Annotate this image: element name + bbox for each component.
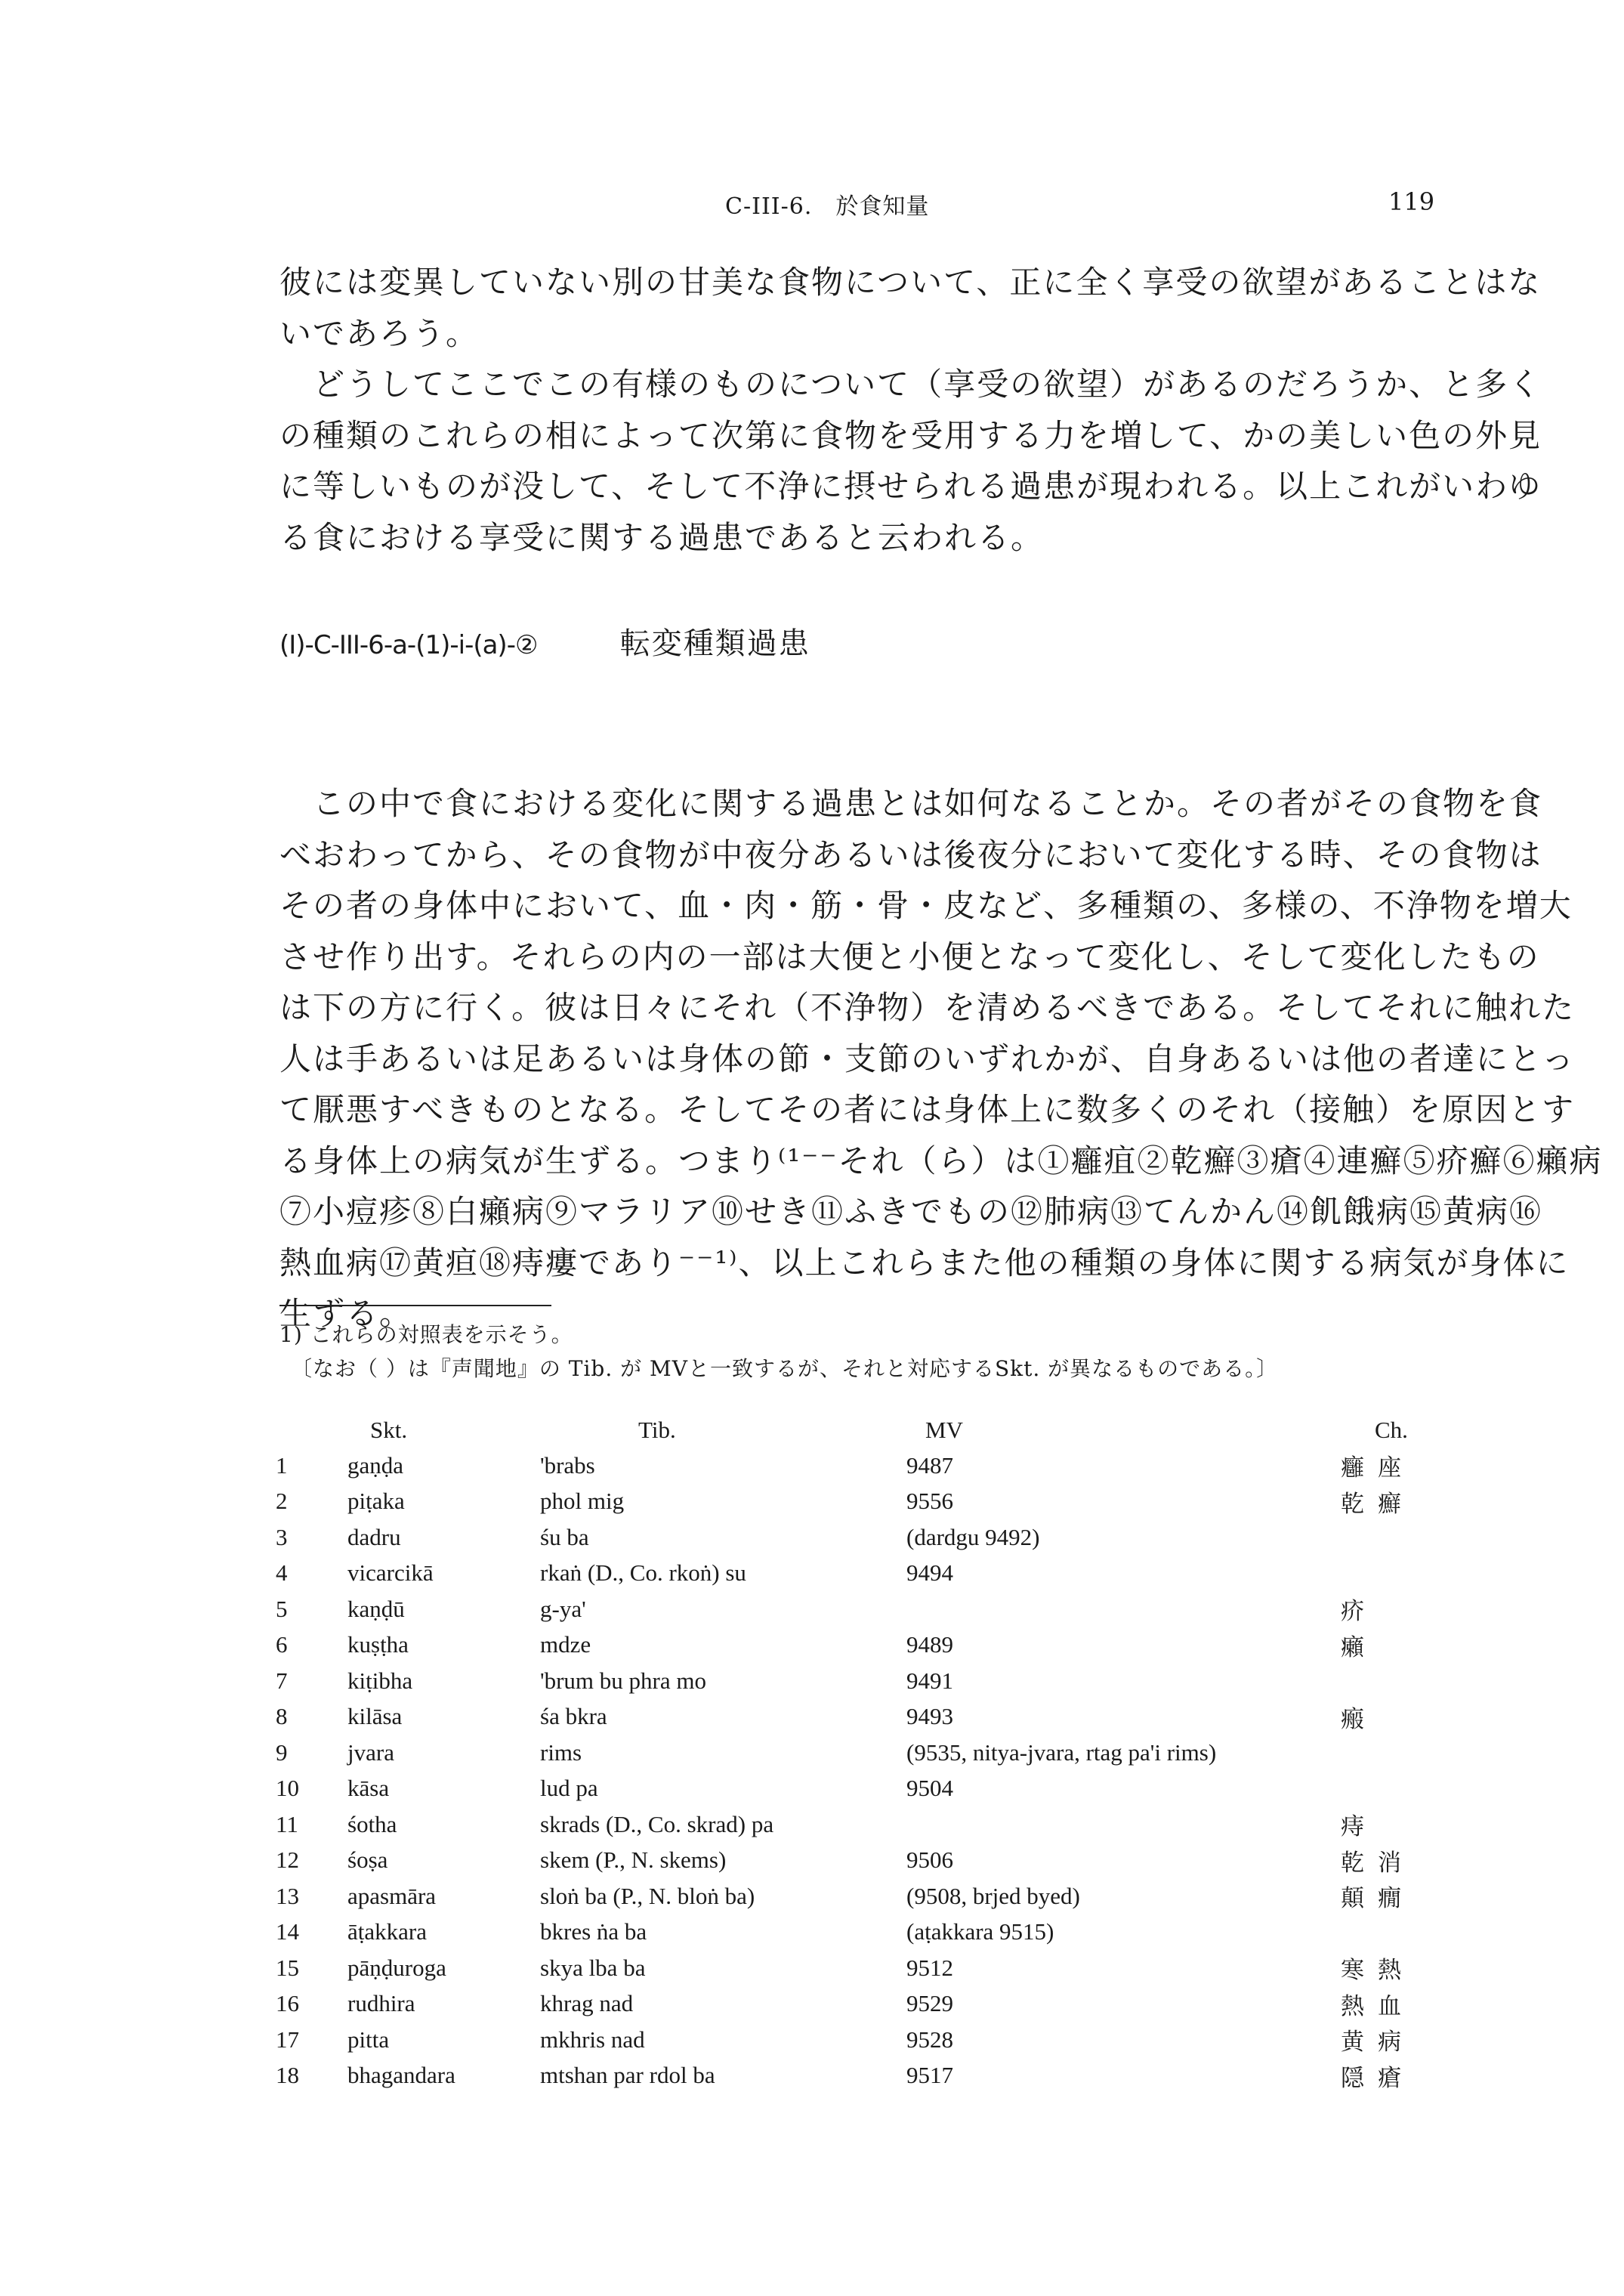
- comparison-table: [268, 1413, 1446, 2094]
- cell-tib: khrag nad: [540, 1990, 634, 2017]
- cell-number: 17: [276, 2026, 299, 2053]
- cell-ch: 乾消: [1341, 1849, 1415, 1876]
- table-row: [268, 1627, 1446, 1664]
- running-head: C-III-6. 於食知量: [725, 193, 930, 220]
- cell-ch: 乾癬: [1341, 1490, 1415, 1517]
- footnote-text: 1) これらの対照表を示そう。: [279, 1322, 573, 1347]
- cell-skt: jvara: [347, 1738, 394, 1766]
- cell-number: 11: [276, 1810, 298, 1837]
- cell-number: 12: [276, 1846, 299, 1874]
- cell-tib: skem (P., N. skems): [540, 1846, 727, 1874]
- cell-skt: pāṇḍuroga: [347, 1954, 446, 1981]
- section-title: 転変種類過患: [619, 626, 810, 661]
- text-line: べおわってから、その食物が中夜分あるいは後夜分において変化する時、その食物は: [279, 836, 1542, 873]
- header-mv: MV: [925, 1417, 963, 1443]
- cell-mv: 9529: [906, 1990, 953, 2017]
- cell-skt: vicarcikā: [347, 1559, 434, 1587]
- cell-tib: śa bkra: [540, 1703, 607, 1730]
- cell-number: 16: [276, 1990, 299, 2017]
- cell-number: 2: [276, 1488, 288, 1515]
- page-number: 119: [1388, 187, 1435, 216]
- text-line: る食における享受に関する過患であると云われる。: [279, 518, 1045, 556]
- table-row: [268, 1699, 1446, 1735]
- cell-mv: 9506: [906, 1846, 953, 1874]
- cell-number: 15: [276, 1954, 299, 1981]
- text-line: る身体上の病気が生ずる。つまり⁽¹⁻⁻それ（ら）は①癰疽②乾癬③瘡④連癬⑤疥癬⑥癩病: [279, 1142, 1603, 1179]
- cell-tib: śu ba: [540, 1523, 589, 1550]
- cell-mv: 9489: [906, 1631, 953, 1658]
- footnote-note: 〔なお（ ）は『声聞地』の Tib. が MVと一致するが、それと対応するSkt. が異なるものである。〕: [291, 1356, 1279, 1381]
- cell-ch: 疥: [1341, 1598, 1378, 1625]
- cell-mv: (dardgu 9492): [906, 1523, 1040, 1550]
- header-skt: Skt.: [370, 1417, 408, 1443]
- table-row: [268, 1448, 1446, 1484]
- cell-tib: skya lba ba: [540, 1954, 646, 1981]
- table-row: [268, 1484, 1446, 1520]
- cell-ch: 癩: [1341, 1633, 1378, 1661]
- cell-number: 10: [276, 1775, 299, 1802]
- header-tib: Tib.: [638, 1417, 676, 1443]
- cell-skt: rudhira: [347, 1990, 415, 2017]
- cell-tib: mdze: [540, 1631, 591, 1658]
- cell-mv: 9491: [906, 1667, 953, 1694]
- cell-skt: kilāsa: [347, 1703, 403, 1730]
- table-row: [268, 1663, 1446, 1699]
- paragraph-2: [279, 359, 1542, 563]
- text-line: させ作り出す。それらの内の一部は大便と小便となって変化し、そして変化したもの: [279, 938, 1540, 975]
- cell-number: 6: [276, 1631, 288, 1658]
- cell-skt: kiṭibha: [347, 1667, 413, 1694]
- table-row: [268, 1914, 1446, 1951]
- cell-tib: skrads (D., Co. skrad) pa: [540, 1810, 774, 1837]
- cell-skt: dadru: [347, 1523, 401, 1550]
- cell-skt: pitta: [347, 2026, 390, 2053]
- table-row: [268, 1843, 1446, 1879]
- cell-ch: 寒熱: [1341, 1957, 1415, 1984]
- cell-mv: 9528: [906, 2026, 953, 2053]
- cell-ch: [1341, 1519, 1446, 1556]
- cell-number: 9: [276, 1738, 288, 1766]
- cell-tib: mtshan par rdol ba: [540, 2062, 715, 2089]
- text-line: 人は手あるいは足あるいは身体の節・支節のいずれかが、自身あるいは他の者達にとっ: [279, 1040, 1576, 1077]
- cell-mv: 9512: [906, 1954, 953, 1981]
- header-ch: Ch.: [1375, 1417, 1408, 1443]
- cell-tib: rims: [540, 1738, 582, 1766]
- cell-number: 4: [276, 1559, 288, 1587]
- footnote-divider: [279, 1305, 551, 1306]
- section-code: (I)-C-III-6-a-(1)-i-(a)-②: [279, 630, 538, 660]
- text-line: 生ずる。: [279, 1295, 413, 1332]
- cell-tib: phol mig: [540, 1488, 625, 1515]
- cell-ch: [1341, 1771, 1446, 1807]
- cell-ch: 痔: [1341, 1813, 1378, 1840]
- cell-ch: [1341, 1914, 1446, 1951]
- cell-skt: śoṣa: [347, 1846, 388, 1874]
- text-line: て厭悪すべきものとなる。そしてその者には身体上に数多くのそれ（接触）を原因とす: [279, 1091, 1576, 1128]
- table-row: [268, 1735, 1446, 1771]
- cell-ch: 熱血: [1341, 1992, 1415, 2019]
- cell-skt: piṭaka: [347, 1488, 405, 1515]
- cell-ch: 癰座: [1341, 1454, 1415, 1482]
- cell-number: 3: [276, 1523, 288, 1550]
- text-line: いであろう。: [279, 314, 480, 352]
- text-line: 熱血病⑰黄疸⑱痔瘻であり⁻⁻¹⁾、以上これらまた他の種類の身体に関する病気が身体に: [279, 1244, 1570, 1281]
- cell-mv: 9504: [906, 1775, 953, 1802]
- cell-mv: [906, 1806, 1341, 1843]
- cell-number: 14: [276, 1918, 299, 1945]
- text-line: は下の方に行く。彼は日々にそれ（不浄物）を清めるべきである。そしてそれに触れた: [279, 989, 1576, 1026]
- cell-ch: 顛癇: [1341, 1885, 1415, 1912]
- text-line: この中で食における変化に関する過患とは如何なることか。その者がその食物を食: [279, 785, 1543, 822]
- cell-number: 18: [276, 2062, 299, 2089]
- cell-skt: kuṣṭha: [347, 1631, 409, 1658]
- section-heading: [279, 620, 810, 663]
- cell-mv: 9556: [906, 1488, 953, 1515]
- cell-tib: sloṅ ba (P., N. bloṅ ba): [540, 1882, 755, 1909]
- table-body: [268, 1448, 1446, 2094]
- text-line: どうしてここでこの有様のものについて（享受の欲望）があるのだろうか、と多く: [279, 366, 1542, 403]
- cell-tib: g-ya': [540, 1595, 586, 1622]
- cell-ch: 隠瘡: [1341, 2064, 1415, 2091]
- table-row: [268, 1591, 1446, 1627]
- cell-mv: (aṭakkara 9515): [906, 1918, 1054, 1945]
- text-line: ⑦小痘疹⑧白癩病⑨マラリア⑩せき⑪ふきでもの⑫肺病⑬てんかん⑭飢餓病⑮黄病⑯: [279, 1193, 1543, 1230]
- table-row: [268, 2022, 1446, 2058]
- cell-mv: 9487: [906, 1451, 953, 1479]
- table-row: [268, 1771, 1446, 1807]
- table-row: [268, 1806, 1446, 1843]
- cell-skt: kaṇḍū: [347, 1595, 405, 1622]
- cell-ch: [1341, 1556, 1446, 1592]
- cell-skt: gaṇḍa: [347, 1451, 404, 1479]
- cell-skt: śotha: [347, 1810, 397, 1837]
- text-line: その者の身体中において、血・肉・筋・骨・皮など、多種類の、多様の、不浄物を増大: [279, 887, 1573, 924]
- cell-tib: 'brum bu phra mo: [540, 1667, 706, 1694]
- cell-skt: āṭakkara: [347, 1918, 427, 1945]
- table-row: [268, 1878, 1446, 1914]
- cell-ch: 瘢: [1341, 1705, 1378, 1732]
- cell-number: 1: [276, 1451, 288, 1479]
- cell-mv: (9508, brjed byed): [906, 1882, 1080, 1909]
- cell-number: 8: [276, 1703, 288, 1730]
- cell-mv: 9494: [906, 1559, 953, 1587]
- table-row: [268, 1519, 1446, 1556]
- cell-mv: [906, 1591, 1341, 1627]
- cell-ch: [1341, 1663, 1446, 1699]
- cell-tib: bkres ṅa ba: [540, 1918, 647, 1945]
- cell-skt: kāsa: [347, 1775, 390, 1802]
- cell-tib: mkhris nad: [540, 2026, 645, 2053]
- cell-ch: 黄病: [1341, 2029, 1415, 2056]
- text-line: の種類のこれらの相によって次第に食物を受用する力を増して、かの美しい色の外見: [279, 416, 1542, 454]
- cell-mv: 9517: [906, 2062, 953, 2089]
- table-header-row: [268, 1413, 1446, 1448]
- cell-skt: bhagandara: [347, 2062, 455, 2089]
- cell-number: 5: [276, 1595, 288, 1622]
- table-row: [268, 1556, 1446, 1592]
- cell-number: 7: [276, 1667, 288, 1694]
- table-row: [268, 1986, 1446, 2023]
- header-number: [268, 1413, 347, 1448]
- paragraph-1: [279, 257, 1542, 359]
- cell-skt: apasmāra: [347, 1882, 437, 1909]
- cell-number: 13: [276, 1882, 299, 1909]
- cell-ch: [1341, 1735, 1446, 1771]
- cell-mv: (9535, nitya-jvara, rtag pa'i rims): [906, 1738, 1217, 1766]
- cell-tib: 'brabs: [540, 1451, 595, 1479]
- paragraph-3: [279, 778, 1603, 1340]
- text-line: に等しいものが没して、そして不浄に摂せられる過患が現われる。以上これがいわゆ: [279, 468, 1542, 505]
- cell-mv: 9493: [906, 1703, 953, 1730]
- table-row: [268, 1950, 1446, 1986]
- cell-tib: lud pa: [540, 1775, 598, 1802]
- table-row: [268, 2058, 1446, 2094]
- cell-tib: rkaṅ (D., Co. rkoṅ) su: [540, 1559, 746, 1587]
- text-line: 彼には変異していない別の甘美な食物について、正に全く享受の欲望があることはな: [279, 264, 1542, 301]
